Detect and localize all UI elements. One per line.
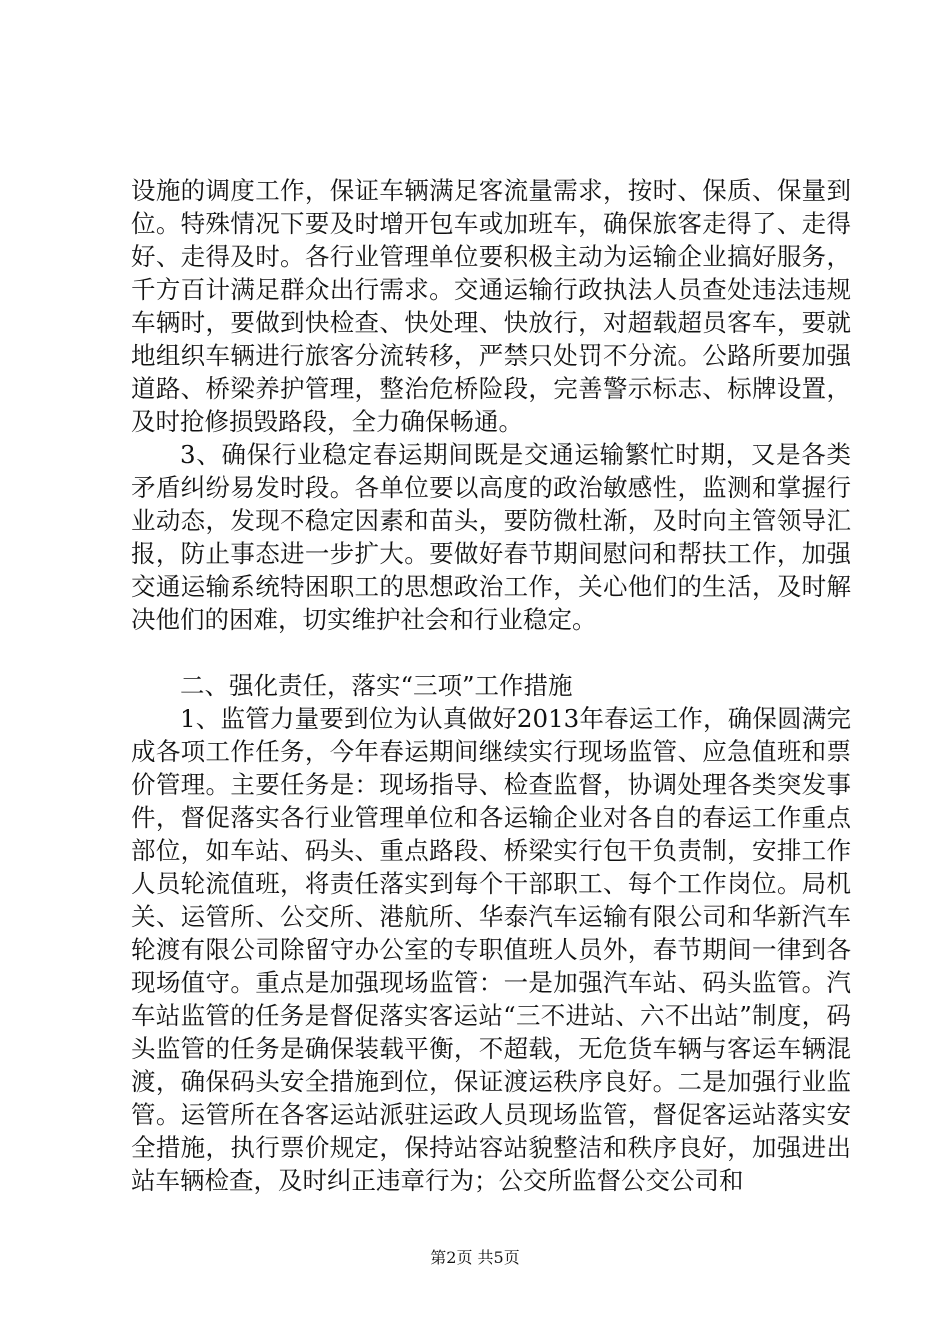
page-number-footer: 第2页 共5页	[430, 1248, 520, 1267]
section-heading: 二、强化责任，落实“三项”工作措施	[180, 671, 573, 700]
body-paragraph: 3、确保行业稳定春运期间既是交通运输繁忙时期，又是各类矛盾纠纷易发时段。各单位要以高度的政治敏感性，监测和掌握行业动态，发现不稳定因素和苗头，要防微杜渐，及时向主管领导汇报，防止事态进一步扩大。要做好春节期间慰问和帮扶工作，加强交通运输系统特困职工的思想政治工作，关心他们的生活，及时解决他们的困难，切实维护社会和行业稳定。	[131, 440, 851, 634]
document-body	[131, 174, 851, 1197]
body-paragraph: 1、监管力量要到位为认真做好2013年春运工作，确保圆满完成各项工作任务，今年春运期间继续实行现场监管、应急值班和票价管理。主要任务是：现场指导、检查监督，协调处理各类突发事件，督促落实各行业管理单位和各运输企业对各自的春运工作重点部位，如车站、码头、重点路段、桥梁实行包干负责制，安排工作人员轮流值班，将责任落实到每个干部职工、每个工作岗位。局机关、运管所、公交所、港航所、华泰汽车运输有限公司和华新汽车轮渡有限公司除留守办公室的专职值班人员外，春节期间一律到各现场值守。重点是加强现场监管：一是加强汽车站、码头监管。汽车站监管的任务是督促落实客运站“三不进站、六不出站”制度，码头监管的任务是确保装载平衡，不超载，无危货车辆与客运车辆混渡，确保码头安全措施到位，保证渡运秩序良好。二是加强行业监管。运管所在各客运站派驻运政人员现场监管，督促客运站落实安全措施，执行票价规定，保持站容站貌整洁和秩序良好，加强进出站车辆检查，及时纠正违章行为；公交所监督公交公司和	[131, 704, 851, 1195]
body-paragraph: 设施的调度工作，保证车辆满足客流量需求，按时、保质、保量到位。特殊情况下要及时增开包车或加班车，确保旅客走得了、走得好、走得及时。各行业管理单位要积极主动为运输企业搞好服务，千方百计满足群众出行需求。交通运输行政执法人员查处违法违规车辆时，要做到快检查、快处理、快放行，对超载超员客车，要就地组织车辆进行旅客分流转移，严禁只处罚不分流。公路所要加强道路、桥梁养护管理，整治危桥险段，完善警示标志、标牌设置，及时抢修损毁路段，全力确保畅通。	[131, 176, 851, 436]
paragraph-gap	[131, 636, 851, 669]
